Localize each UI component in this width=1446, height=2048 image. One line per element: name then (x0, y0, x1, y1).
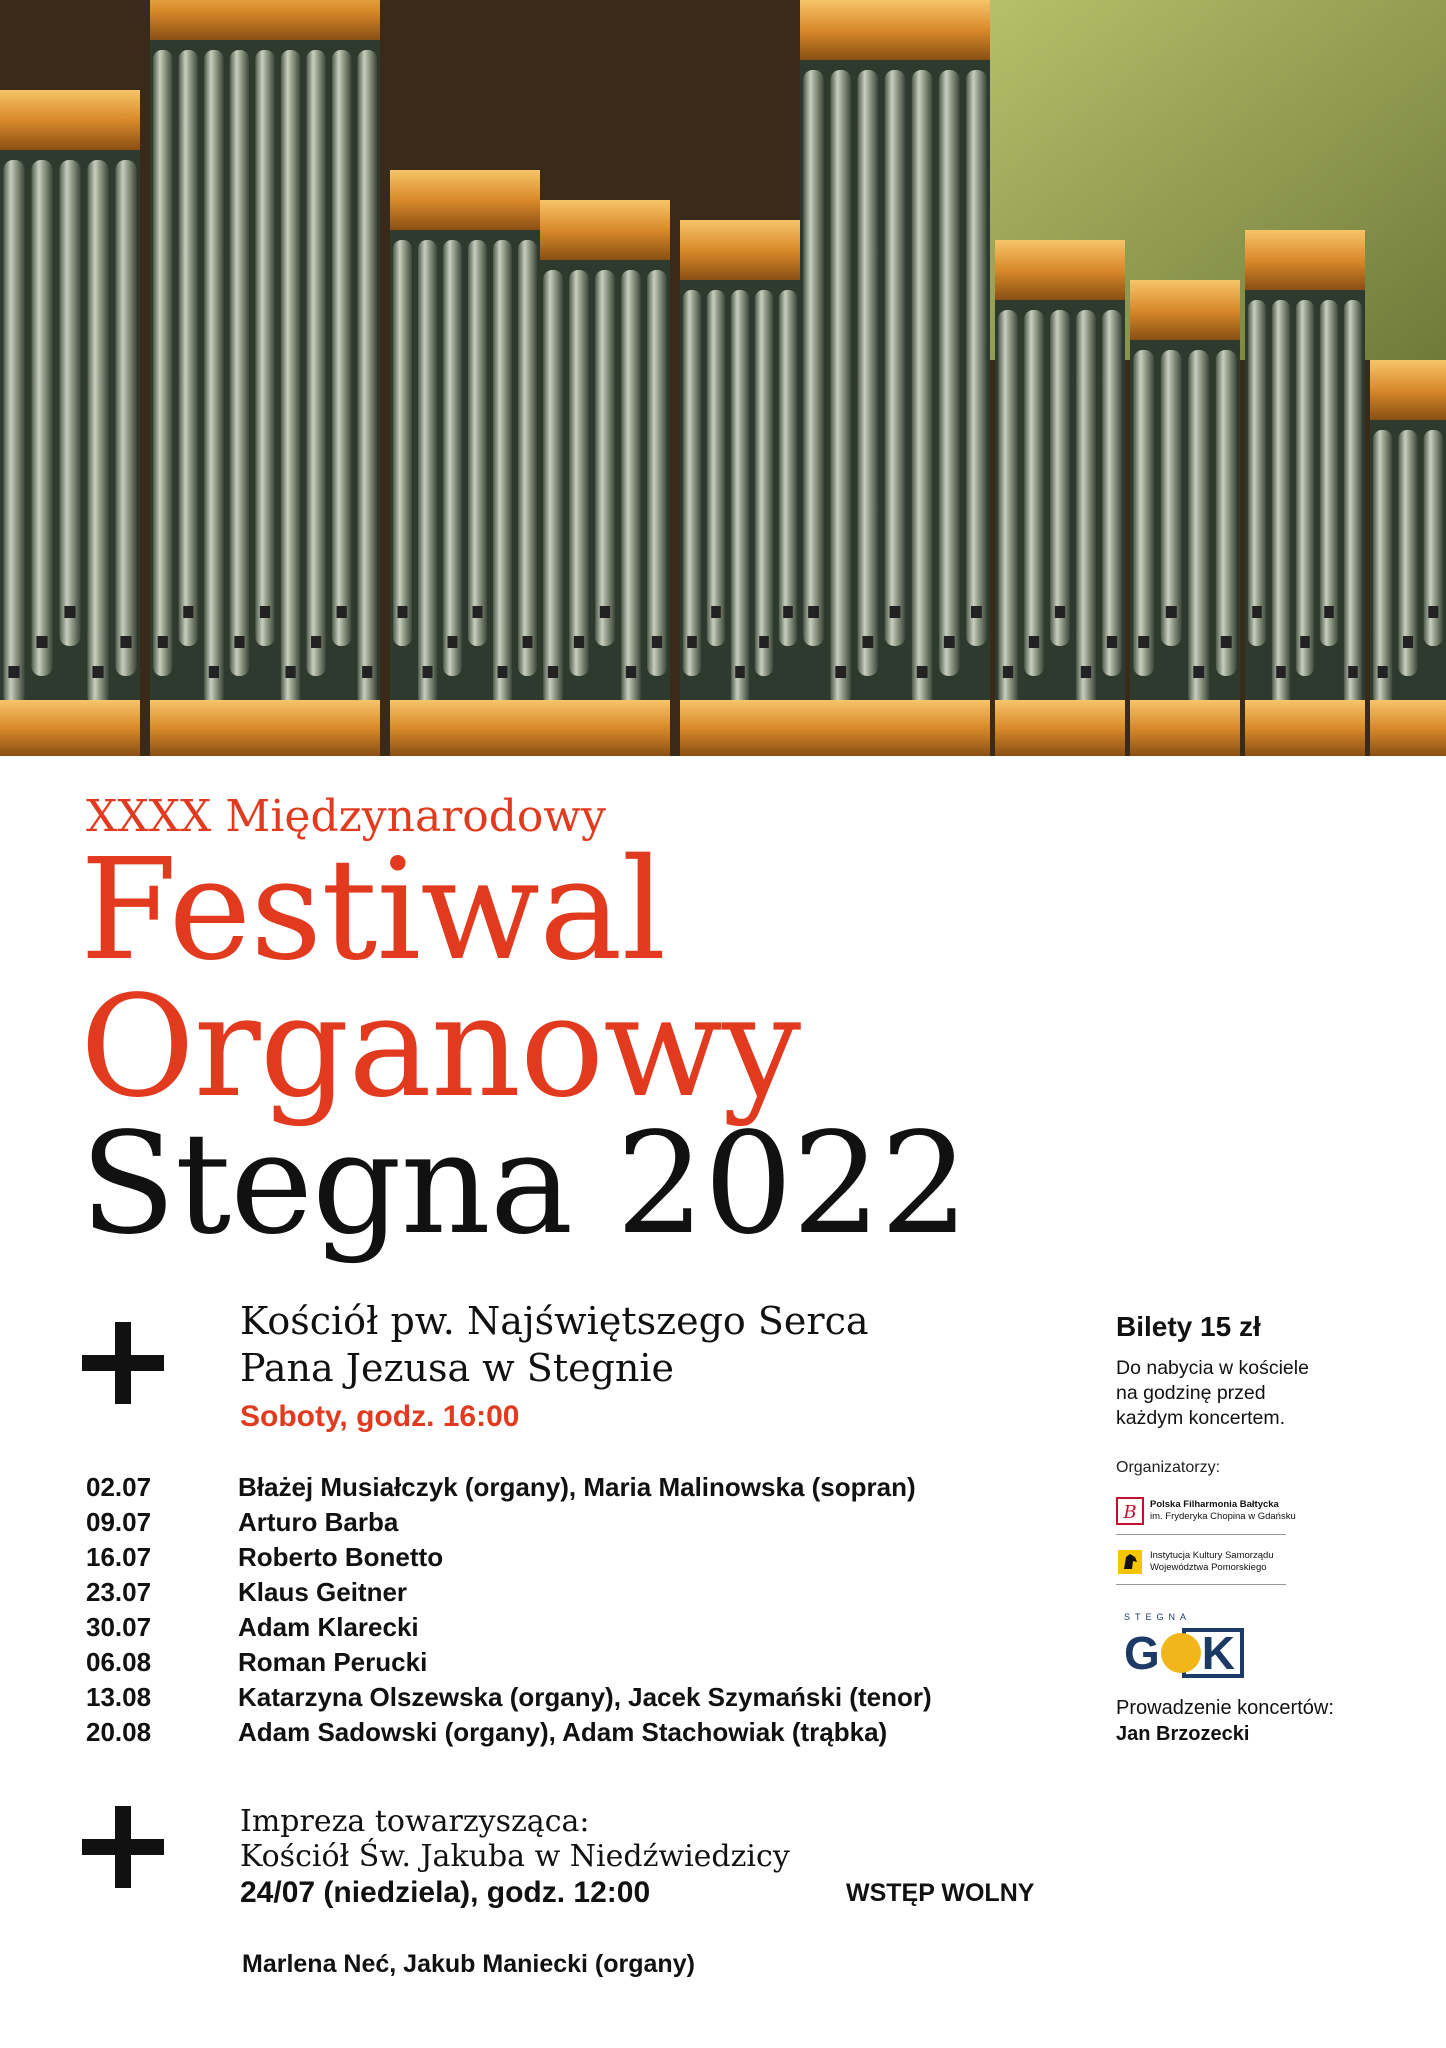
organ-carving (540, 700, 670, 756)
pomorskie-sub: Województwa Pomorskiego (1150, 1562, 1267, 1573)
organ-pipe (755, 290, 773, 676)
organ-pipe (443, 240, 462, 676)
pipe-mouth (808, 606, 819, 618)
schedule-performers: Arturo Barba (238, 1507, 399, 1537)
organizers-label: Organizatorzy: (1116, 1459, 1221, 1476)
organ-pipe (569, 270, 589, 676)
pipe-mouth (687, 636, 697, 648)
filharmonia-sub: im. Fryderyka Chopina w Gdańsku (1150, 1511, 1296, 1522)
organ-pipe (779, 290, 797, 646)
pipe-mouth (862, 636, 873, 648)
venue-time: Soboty, godz. 16:00 (240, 1400, 520, 1433)
pipe-mouth (1403, 636, 1413, 648)
schedule-performers: Katarzyna Olszewska (organy), Jacek Szymański (tenor) (238, 1682, 932, 1712)
pipe-mouth (759, 636, 769, 648)
pipe-mouth (944, 636, 955, 648)
pipe-mouth (890, 606, 901, 618)
organ-pipe (358, 50, 377, 706)
organ-pipe (647, 270, 667, 676)
schedule-performers: Roberto Bonetto (238, 1542, 444, 1572)
organ-carving (995, 240, 1125, 300)
pipe-mouth (1029, 636, 1039, 648)
schedule-date: 06.08 (86, 1647, 152, 1677)
ticket-note-line: Do nabycia w kościele (1116, 1357, 1309, 1379)
pipe-mouth (523, 636, 533, 648)
pomorskie-name: Instytucja Kultury Samorządu (1150, 1550, 1274, 1561)
schedule-row (86, 1680, 1086, 1715)
free-admission-label: WSTĘP WOLNY (846, 1879, 1035, 1907)
pipe-mouth (1348, 666, 1358, 678)
organ-pipe (468, 240, 487, 646)
organ-pipe (153, 50, 172, 676)
pipe-mouth (652, 636, 662, 648)
pipe-mouth (311, 636, 321, 648)
pipe-mouth (260, 606, 270, 618)
organ-pipe (1248, 300, 1266, 646)
filharmonia-mark-icon (1116, 1497, 1144, 1525)
pipe-mouth (64, 606, 75, 618)
organ-pipe (1344, 300, 1362, 706)
organ-pipe (204, 50, 223, 706)
pipe-mouth (8, 666, 19, 678)
organ-pipe (230, 50, 249, 676)
organ-carving (1130, 700, 1240, 756)
organ-pipe (493, 240, 512, 706)
organ-pipe (1272, 300, 1290, 706)
griffin-crest-icon (1116, 1548, 1144, 1576)
pipe-mouth (835, 666, 846, 678)
organ-pipe (393, 240, 412, 646)
organ-pipe (543, 270, 563, 706)
organ-carving (680, 220, 800, 280)
pipe-mouth (448, 636, 458, 648)
gok-letter-g: G (1124, 1627, 1160, 1679)
organ-pipe (998, 310, 1018, 706)
cross-icon (82, 1806, 164, 1888)
pipe-mouth (971, 606, 982, 618)
organ-carving (150, 0, 380, 40)
organ-pipes-illustration (0, 0, 1446, 756)
gok-circle-icon (1161, 1633, 1201, 1673)
schedule-date: 30.07 (86, 1612, 152, 1642)
organ-pipes-photo (0, 0, 1446, 756)
organ-pipe (858, 70, 879, 676)
pipe-mouth (1166, 606, 1177, 618)
pipe-mouth (1003, 666, 1013, 678)
schedule-date: 09.07 (86, 1507, 152, 1537)
organ-pipe (731, 290, 749, 706)
organ-pipe (707, 290, 725, 646)
cross-icon (82, 1322, 164, 1404)
organ-carving (390, 170, 540, 230)
filharmonia-logo (1116, 1497, 1296, 1525)
organ-pipe (595, 270, 615, 646)
pipe-mouth (36, 636, 47, 648)
pipe-mouth (1300, 636, 1310, 648)
organ-pipe (621, 270, 641, 706)
organ-pipe (966, 70, 987, 646)
organ-carving (1130, 280, 1240, 340)
organ-pipe (115, 160, 136, 676)
organ-pipe (1296, 300, 1314, 676)
organ-pipe (830, 70, 851, 706)
organ-carving (680, 700, 800, 756)
pipe-mouth (1193, 666, 1204, 678)
organ-pipe (306, 50, 325, 676)
logo-divider (1116, 1584, 1286, 1585)
gok-label: STEGNA (1124, 1612, 1192, 1622)
logo-divider (1116, 1534, 1286, 1535)
pomorskie-logo (1116, 1548, 1274, 1576)
pipe-mouth (735, 666, 745, 678)
pipe-mouth (1276, 666, 1286, 678)
schedule-row (86, 1470, 1086, 1505)
schedule-date: 23.07 (86, 1577, 152, 1607)
organ-pipe (1076, 310, 1096, 706)
host-name: Jan Brzozecki (1116, 1723, 1250, 1745)
pipe-mouth (234, 636, 244, 648)
schedule-row (86, 1715, 1086, 1750)
ticket-note-line: na godzinę przed (1116, 1382, 1266, 1404)
organ-pipe (418, 240, 437, 706)
schedule-row (86, 1505, 1086, 1540)
organ-pipe (683, 290, 701, 676)
organ-pipe (281, 50, 300, 706)
schedule-performers: Klaus Geitner (238, 1577, 408, 1607)
side-event-performers: Marlena Neć, Jakub Maniecki (organy) (242, 1950, 695, 1978)
organ-pipe (1320, 300, 1338, 646)
pipe-mouth (917, 666, 928, 678)
organ-pipe (59, 160, 80, 646)
pipe-mouth (1221, 636, 1232, 648)
schedule-row (86, 1645, 1086, 1680)
pipe-mouth (92, 666, 103, 678)
pipe-mouth (1378, 666, 1388, 678)
ticket-note (1116, 1356, 1366, 1431)
organ-pipe (803, 70, 824, 646)
pipe-mouth (498, 666, 508, 678)
schedule-performers: Adam Sadowski (organy), Adam Stachowiak (trąbka) (238, 1717, 888, 1747)
schedule-date: 02.07 (86, 1472, 152, 1502)
organ-pipe (255, 50, 274, 646)
svg-text:B: B (1123, 1502, 1137, 1523)
organ-pipe (3, 160, 24, 706)
filharmonia-name: Polska Filharmonia Bałtycka (1150, 1499, 1279, 1510)
pipe-mouth (183, 606, 193, 618)
festival-title-line1: Festiwal (80, 829, 666, 992)
organ-carving (800, 0, 990, 60)
pipe-mouth (574, 636, 584, 648)
organ-carving (540, 200, 670, 260)
organ-carving (1245, 230, 1365, 290)
organ-pipe (1133, 350, 1154, 676)
organ-pipe (1050, 310, 1070, 646)
pipe-mouth (1081, 666, 1091, 678)
organ-pipe (1161, 350, 1182, 646)
festival-title-line2: Organowy (80, 966, 801, 1129)
pipe-mouth (1107, 636, 1117, 648)
organ-pipe (1102, 310, 1122, 676)
pipe-mouth (711, 606, 721, 618)
pipe-mouth (1324, 606, 1334, 618)
schedule-row (86, 1610, 1086, 1645)
organ-carving (150, 700, 380, 756)
schedule-row (86, 1540, 1086, 1575)
pipe-mouth (1055, 606, 1065, 618)
pipe-mouth (600, 606, 610, 618)
pipe-mouth (423, 666, 433, 678)
pipe-mouth (783, 606, 793, 618)
organ-case (390, 230, 540, 756)
organ-pipe (179, 50, 198, 646)
organ-carving (390, 700, 540, 756)
organ-pipe (1216, 350, 1237, 676)
pipe-mouth (337, 606, 347, 618)
pipe-mouth (120, 636, 131, 648)
schedule-performers: Błażej Musiałczyk (organy), Maria Malinowska (sopran) (238, 1472, 916, 1502)
schedule-performers: Adam Klarecki (238, 1612, 419, 1642)
organ-pipe (1373, 430, 1392, 706)
pipe-mouth (398, 606, 408, 618)
concert-schedule (86, 1470, 1086, 1750)
pipe-mouth (1428, 606, 1438, 618)
gok-wordmark (1124, 1628, 1235, 1678)
festival-kicker: XXXX Międzynarodowy (86, 791, 606, 842)
organ-pipe (332, 50, 351, 646)
schedule-date: 16.07 (86, 1542, 152, 1572)
pipe-mouth (1138, 636, 1149, 648)
ticket-note-line: każdym koncertem. (1116, 1407, 1286, 1429)
side-event-venue: Kościół Św. Jakuba w Niedźwiedzicy (240, 1839, 790, 1874)
venue-name-line1: Kościół pw. Najświętszego Serca (240, 1299, 869, 1343)
pipe-mouth (1252, 606, 1262, 618)
pipe-mouth (362, 666, 372, 678)
pipe-mouth (548, 666, 558, 678)
schedule-row (86, 1575, 1086, 1610)
organ-pipe (518, 240, 537, 676)
organ-carving (800, 700, 990, 756)
organ-pipe (87, 160, 108, 706)
side-event-heading: Impreza towarzysząca: (240, 1804, 590, 1839)
ticket-price: Bilety 15 zł (1116, 1311, 1261, 1342)
venue-name-line2: Pana Jezusa w Stegnie (240, 1346, 675, 1390)
organ-carving (1245, 700, 1365, 756)
organ-pipe (1024, 310, 1044, 676)
gok-letter-k: K (1201, 1627, 1236, 1679)
organ-pipe (912, 70, 933, 706)
side-event-time: 24/07 (niedziela), godz. 12:00 (240, 1876, 651, 1909)
organ-carving (1370, 360, 1446, 420)
organ-carving (995, 700, 1125, 756)
organ-carving (1370, 700, 1446, 756)
organ-pipe (885, 70, 906, 646)
organ-carving (0, 90, 140, 150)
organ-pipe (31, 160, 52, 676)
organ-carving (0, 700, 140, 756)
pipe-mouth (158, 636, 168, 648)
schedule-performers: Roman Perucki (238, 1647, 428, 1677)
organ-pipe (939, 70, 960, 676)
pipe-mouth (626, 666, 636, 678)
stegna-gok-logo (1124, 1612, 1250, 1682)
festival-title-line3: Stegna 2022 (80, 1103, 969, 1266)
organ-pipe (1188, 350, 1209, 706)
pipe-mouth (473, 606, 483, 618)
schedule-date: 20.08 (86, 1717, 152, 1747)
pipe-mouth (209, 666, 219, 678)
pipe-mouth (285, 666, 295, 678)
schedule-date: 13.08 (86, 1682, 152, 1712)
host-label: Prowadzenie koncertów: (1116, 1697, 1334, 1719)
